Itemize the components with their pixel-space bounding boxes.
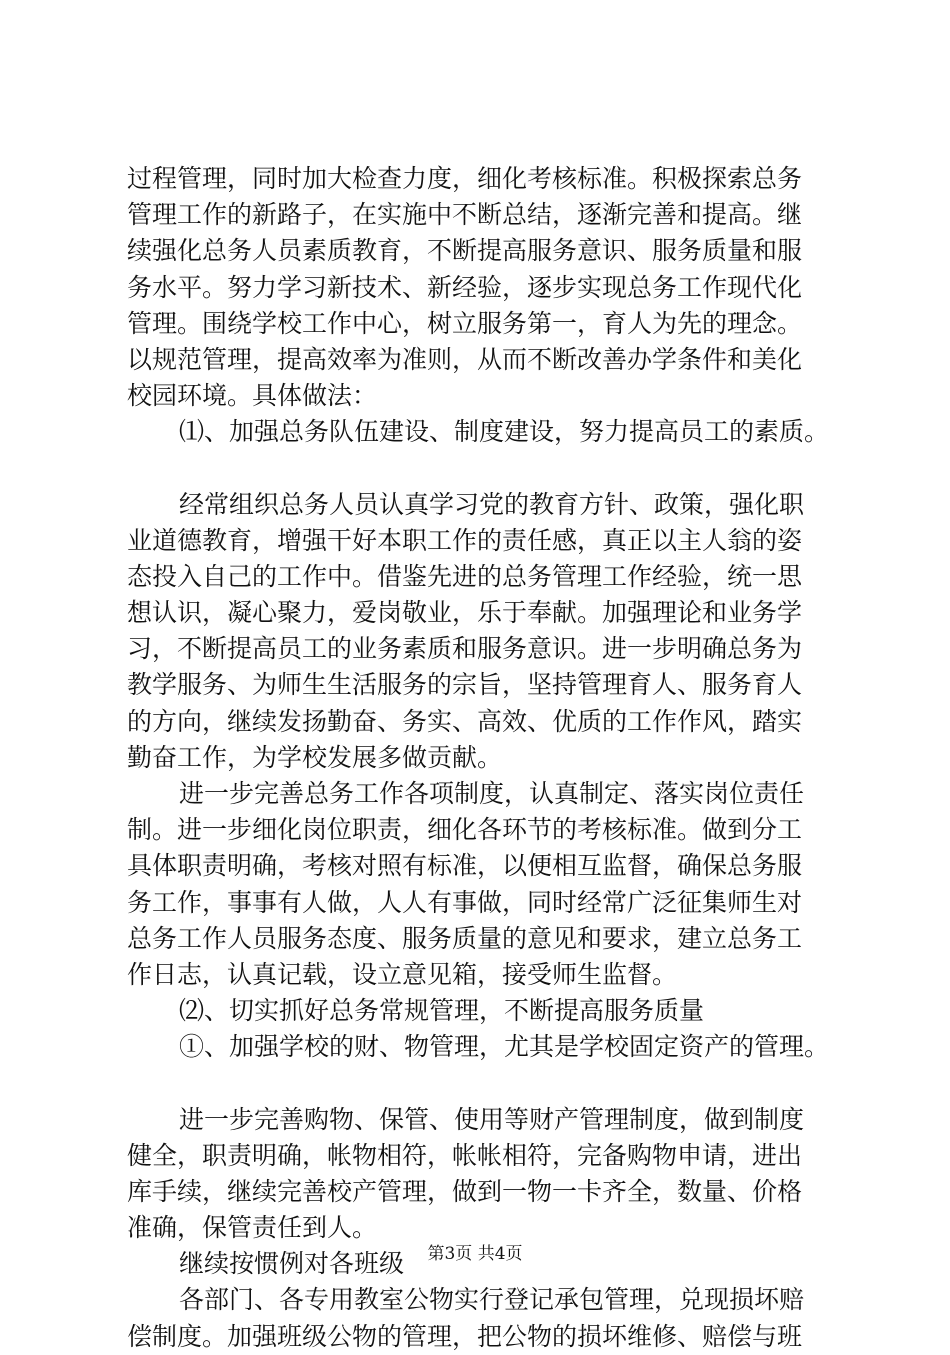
text-line: 的方向，继续发扬勤奋、务实、高效、优质的工作作风，踏实 [127, 706, 803, 736]
text-line: 进一步完善购物、保管、使用等财产管理制度，做到制度 [179, 1104, 805, 1134]
text-line: 准确，保管责任到人。 [127, 1213, 378, 1243]
text-line: 制。进一步细化岗位职责，细化各环节的考核标准。做到分工 [127, 815, 803, 845]
text-line: 过程管理，同时加大检查力度，细化考核标准。积极探索总务 [127, 164, 803, 193]
text-line: 校园环境。具体做法： [127, 381, 378, 411]
text-line: 管理。围绕学校工作中心，树立服务第一，育人为先的理念。 [127, 308, 803, 338]
text-line: 务工作，事事有人做，人人有事做，同时经常广泛征集师生对 [127, 887, 803, 917]
text-line: 想认识，凝心聚力，爱岗敬业，乐于奉献。加强理论和业务学 [127, 598, 803, 628]
text-line: 习，不断提高员工的业务素质和服务意识。进一步明确总务为 [127, 634, 803, 664]
paragraph-gap [127, 1066, 847, 1102]
paragraph-gap [127, 451, 847, 487]
section-heading: ⑴、加强总务队伍建设、制度建设，努力提高员工的素质。 [179, 417, 830, 447]
text-line: 以规范管理，提高效率为准则，从而不断改善办学条件和美化 [127, 344, 803, 374]
text-line: 续强化总务人员素质教育，不断提高服务意识、服务质量和服 [127, 236, 803, 266]
text-line: 务水平。努力学习新技术、新经验，逐步实现总务工作现代化 [127, 272, 803, 302]
text-line: 教学服务、为师生生活服务的宗旨，坚持管理育人、服务育人 [127, 670, 803, 700]
text-line: 具体职责明确，考核对照有标准，以便相互监督，确保总务服 [127, 851, 803, 881]
text-line: 进一步完善总务工作各项制度，认真制定、落实岗位责任 [179, 779, 805, 808]
page-footer: 第3页 共4页 [427, 1244, 523, 1264]
text-line: 继续按惯例对各班级 [179, 1249, 405, 1279]
text-line: 业道德教育，增强干好本职工作的责任感，真正以主人翁的姿 [127, 525, 803, 555]
text-line: 库手续，继续完善校产管理，做到一物一卡齐全，数量、价格 [127, 1176, 803, 1206]
text-line: 勤奋工作，为学校发展多做贡献。 [127, 742, 503, 772]
text-line: 各部门、各专用教室公物实行登记承包管理，兑现损坏赔 [179, 1285, 805, 1315]
text-line: 管理工作的新路子，在实施中不断总结，逐渐完善和提高。继 [127, 200, 803, 230]
text-line: 态投入自己的工作中。借鉴先进的总务管理工作经验，统一思 [127, 561, 803, 591]
text-line: 偿制度。加强班级公物的管理，把公物的损坏维修、赔偿与班 [127, 1321, 803, 1351]
text-line: 作日志，认真记载，设立意见箱，接受师生监督。 [127, 959, 678, 989]
subsection-heading: ①、加强学校的财、物管理，尤其是学校固定资产的管理。 [179, 1032, 830, 1062]
text-line: 健全，职责明确，帐物相符，帐帐相符，完备购物申请，进出 [127, 1140, 803, 1170]
text-line: 经常组织总务人员认真学习党的教育方针、政策，强化职 [179, 489, 805, 519]
section-heading: ⑵、切实抓好总务常规管理，不断提高服务质量 [179, 996, 705, 1026]
body-text [127, 161, 847, 1355]
text-line: 总务工作人员服务态度、服务质量的意见和要求，建立总务工 [127, 923, 803, 953]
